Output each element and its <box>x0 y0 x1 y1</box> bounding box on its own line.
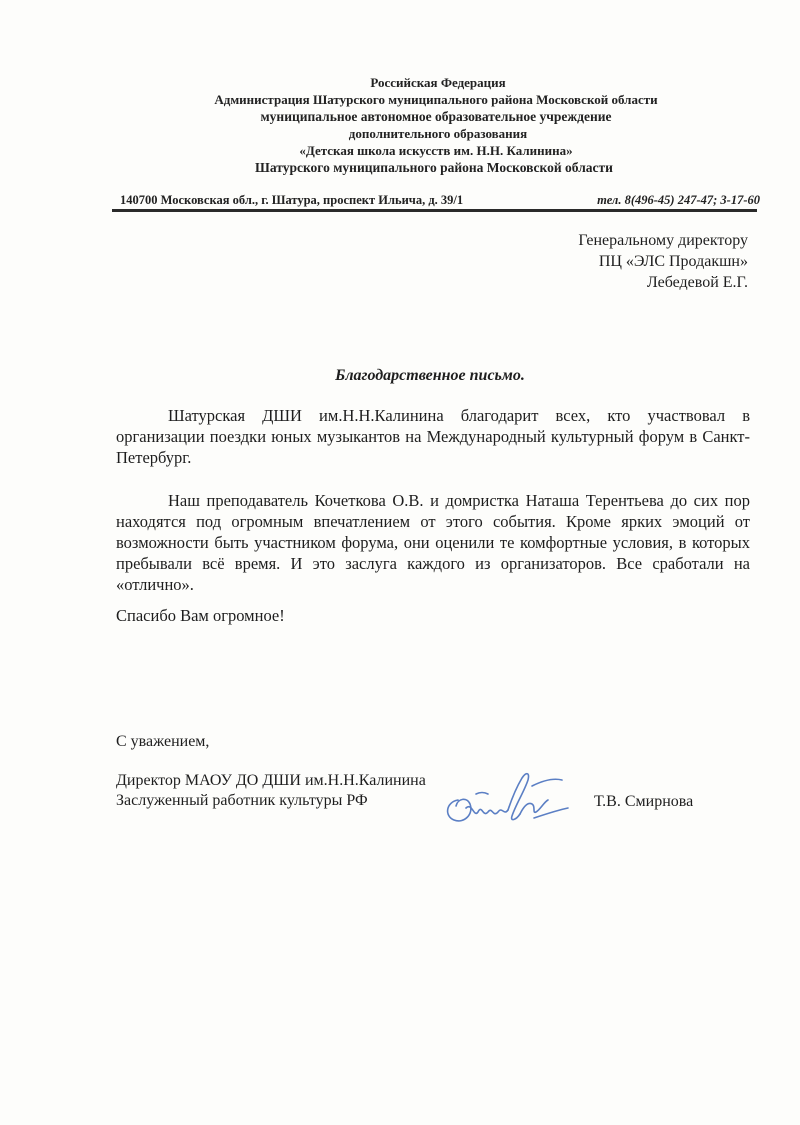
letterhead-institution: муниципальное автономное образовательное учреждение <box>260 109 612 124</box>
recipient-position: Генеральному директору <box>578 232 748 249</box>
letterhead <box>0 74 800 176</box>
signer-title-block <box>116 771 426 811</box>
letterhead-school-name: «Детская школа искусств им. Н.Н. Калинина» <box>299 143 573 158</box>
letter-title-text: Благодарственное письмо. <box>335 367 525 384</box>
letterhead-institution-type: дополнительного образования <box>348 126 528 141</box>
letterhead-divider <box>112 209 757 212</box>
recipient-name: Лебедевой Е.Г. <box>646 274 748 291</box>
letterhead-administration: Администрация Шатурского муниципального района Московской области <box>214 92 658 107</box>
letter-title <box>0 367 800 385</box>
signer-honor: Заслуженный работник культуры РФ <box>116 792 368 809</box>
letterhead-contact-row <box>120 193 760 208</box>
letterhead-address: 140700 Московская обл., г. Шатура, проспект Ильича, д. 39/1 <box>120 193 464 207</box>
signer-position: Директор МАОУ ДО ДШИ им.Н.Н.Калинина <box>116 772 426 789</box>
signer-name: Т.В. Смирнова <box>594 793 694 810</box>
handwritten-signature <box>436 758 586 838</box>
body-thanks: Спасибо Вам огромное! <box>116 606 285 625</box>
closing-regards: С уважением, <box>116 733 210 750</box>
body-paragraph-1: Шатурская ДШИ им.Н.Н.Калинина благодарит всех, кто участвовал в организации поездки юных музыкантов на Международный культурный форум в Санкт-Петербург. <box>116 406 750 467</box>
letterhead-district: Шатурского муниципального района Московской области <box>255 160 613 175</box>
recipient-block <box>578 230 748 293</box>
letterhead-federation: Российская Федерация <box>370 75 506 90</box>
body-paragraph-2: Наш преподаватель Кочеткова О.В. и домристка Наташа Терентьева до сих пор находятся под огромным впечатлением от этого события. Кроме ярких эмоций от возможности быть участником форума, они оценили те комфортные условия, в которых пребывали всё время. И это заслуга каждого из организаторов. Все сработали на «отлично». <box>116 491 750 594</box>
recipient-company: ПЦ «ЭЛС Продакшн» <box>598 253 748 270</box>
letterhead-phone: тел. 8(496-45) 247-47; 3-17-60 <box>597 193 760 207</box>
